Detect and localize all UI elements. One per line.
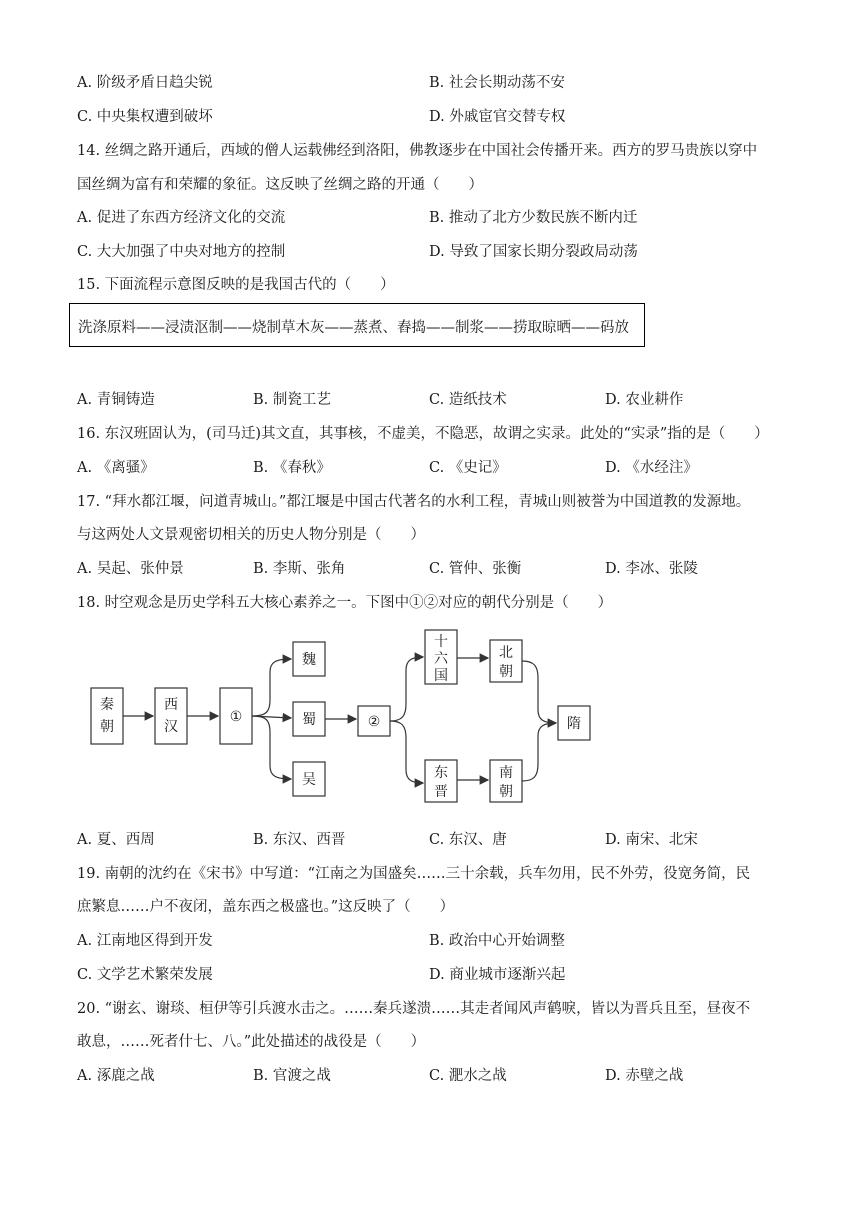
q13-options-row2 [77,107,787,127]
box-circle-1: ① [229,709,243,725]
q18-option-b: B. 东汉、西晋 [253,832,346,848]
box-sui: 隋 [567,716,581,732]
q13-option-c: C. 中央集权遭到破坏 [77,109,213,125]
box-wei: 魏 [302,652,316,668]
q20-stem-line2: 敢息，……死者什七、八。”此处描述的战役是（ ） [77,1034,426,1050]
box-nanchao-char2: 朝 [499,784,513,800]
q20-option-b: B. 官渡之战 [253,1068,331,1084]
q18-dynasty-diagram [0,620,860,820]
q20-option-c: C. 淝水之战 [429,1068,507,1084]
q17-option-b: B. 李斯、张角 [253,561,346,577]
q16-stem: 16. 东汉班固认为，(司马迁)其文直，其事核，不虚美，不隐恶，故谓之实录。此处的“实录”指的是（ ） [77,426,769,442]
q14-stem-line1: 14. 丝绸之路开通后，西域的僧人运载佛经到洛阳，佛教逐步在中国社会传播开来。西方的罗马贵族以穿中 [77,143,758,159]
q13-options-row1 [77,73,787,93]
q13-option-a: A. 阶级矛盾日趋尖锐 [77,75,213,91]
q16-option-b: B. 《春秋》 [253,460,331,476]
q20-option-d: D. 赤壁之战 [605,1068,684,1084]
box-dongjin-char2: 晋 [434,784,448,800]
q19-options-row2 [77,965,787,985]
q19-stem-line1: 19. 南朝的沈约在《宋书》中写道：“江南之为国盛矣……三十余载，兵车勿用，民不外劳，役宽务简，民 [77,866,751,882]
q13-option-b: B. 社会长期动荡不安 [429,75,565,91]
q20-option-a: A. 涿鹿之战 [77,1068,155,1084]
q19-option-d: D. 商业城市逐渐兴起 [429,967,566,983]
q16-option-c: C. 《史记》 [429,460,507,476]
q19-option-b: B. 政治中心开始调整 [429,933,565,949]
box-circle-2: ② [367,714,381,730]
q18-stem: 18. 时空观念是历史学科五大核心素养之一。下图中①②对应的朝代分别是（ ） [77,595,613,611]
q14-options-row2 [77,242,787,262]
q16-option-d: D. 《水经注》 [605,460,698,476]
q19-option-a: A. 江南地区得到开发 [77,933,213,949]
box-shiliuguo-char3: 国 [434,668,448,684]
box-qin-char1: 秦 [100,697,114,713]
box-beichao-char2: 朝 [499,664,513,680]
q18-option-d: D. 南宋、北宋 [605,832,698,848]
q16-option-a: A. 《离骚》 [77,460,155,476]
q17-options-row [77,559,787,579]
q18-option-a: A. 夏、西周 [77,832,155,848]
q19-option-c: C. 文学艺术繁荣发展 [77,967,213,983]
q17-option-a: A. 吴起、张仲景 [77,561,184,577]
box-xihan-char1: 西 [164,697,178,713]
q14-option-c: C. 大大加强了中央对地方的控制 [77,244,286,260]
box-dongjin-char1: 东 [434,765,448,781]
q14-stem-line2: 国丝绸为富有和荣耀的象征。这反映了丝绸之路的开通（ ） [77,177,483,193]
q15-option-a: A. 青铜铸造 [77,392,155,408]
box-shiliuguo-char2: 六 [434,651,448,667]
q15-option-c: C. 造纸技术 [429,392,507,408]
q15-option-d: D. 农业耕作 [605,392,684,408]
box-nanchao-char1: 南 [499,765,513,781]
box-beichao-char1: 北 [499,645,513,661]
q19-options-row1 [77,931,787,951]
box-shu: 蜀 [302,712,316,728]
q17-option-d: D. 李冰、张陵 [605,561,698,577]
q18-option-c: C. 东汉、唐 [429,832,507,848]
q15-option-b: B. 制瓷工艺 [253,392,331,408]
q15-flow-box [69,303,645,347]
q15-stem: 15. 下面流程示意图反映的是我国古代的（ ） [77,277,395,293]
q14-option-d: D. 导致了国家长期分裂政局动荡 [429,244,638,260]
q20-stem-line1: 20. “谢玄、谢琰、桓伊等引兵渡水击之。……秦兵遂溃……其走者闻风声鹤唳，皆以为晋兵且至，昼夜不 [77,1001,751,1017]
box-wu: 吴 [302,772,316,788]
q14-option-a: A. 促进了东西方经济文化的交流 [77,210,286,226]
q13-option-d: D. 外戚宦官交替专权 [429,109,566,125]
q16-options-row [77,458,787,478]
q18-options-row [77,830,787,850]
q15-options-row [77,390,787,410]
box-shiliuguo-char1: 十 [434,634,448,650]
box-qin-char2: 朝 [100,719,114,735]
q17-stem-line2: 与这两处人文景观密切相关的历史人物分别是（ ） [77,527,425,543]
q14-options-row1 [77,208,787,228]
q14-option-b: B. 推动了北方少数民族不断内迁 [429,210,638,226]
q17-stem-line1: 17. “拜水都江堰，问道青城山。”都江堰是中国古代著名的水利工程，青城山则被誉为中国道教的发源地。 [77,494,751,510]
q17-option-c: C. 管仲、张衡 [429,561,522,577]
q15-flow-text: 洗涤原料——浸渍沤制——烧制草木灰——蒸煮、舂捣——制浆——捞取晾晒——码放 [78,320,629,336]
box-xihan-char2: 汉 [164,719,178,735]
q20-options-row [77,1066,787,1086]
q19-stem-line2: 庶繁息……户不夜闭，盖东西之极盛也。”这反映了（ ） [77,899,455,915]
